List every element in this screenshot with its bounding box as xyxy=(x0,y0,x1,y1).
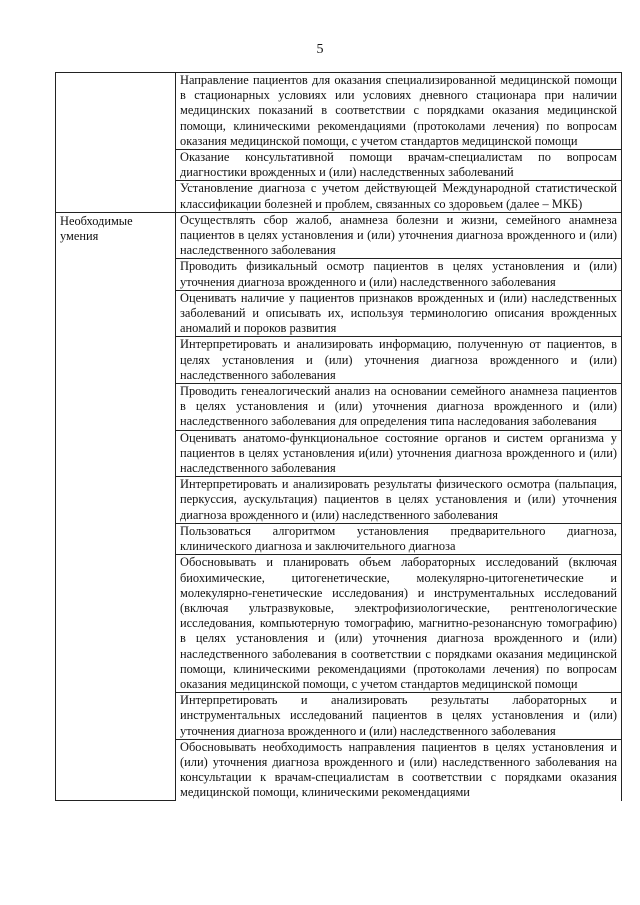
row-text-cell: Оказание консультативной помощи врачам-специалистам по вопросам диагностики врожденных и (или) наследственных заболеваний xyxy=(176,150,622,181)
row-text-cell: Установление диагноза с учетом действующей Международной статистической классификации болезней и проблем, связанных со здоровьем (далее – МКБ) xyxy=(176,181,622,212)
table-row xyxy=(56,73,622,150)
qualification-table xyxy=(55,72,622,801)
row-text-cell: Оценивать наличие у пациентов признаков врожденных и (или) наследственных заболеваний и описывать их, используя терминологию описания врожденных аномалий и пороков развития xyxy=(176,290,622,337)
row-text-cell: Оценивать анатомо-функциональное состояние органов и систем организма у пациентов в целях установления и(или) уточнения диагноза врожденного и (или) наследственного заболевания xyxy=(176,430,622,477)
row-text-cell: Направление пациентов для оказания специализированной медицинской помощи в стационарных условиях или условиях дневного стационара при наличии медицинских показаний в соответствии с порядками оказания медицинской помощи, клиническими рекомендациями (протоколами лечения) по вопросам оказания медицинской помощи, с учетом стандартов медицинской помощи xyxy=(176,73,622,150)
row-text-cell: Проводить генеалогический анализ на основании семейного анамнеза пациентов в целях установления и (или) уточнения диагноза врожденного и (или) наследственного заболевания для определения типа наследования заболевания xyxy=(176,384,622,431)
row-text-cell: Пользоваться алгоритмом установления предварительного диагноза, клинического диагноза и заключительного диагноза xyxy=(176,523,622,554)
table-row xyxy=(56,212,622,259)
row-text-cell: Проводить физикальный осмотр пациентов в целях установления и (или) уточнения диагноза врожденного и (или) наследственного заболевания xyxy=(176,259,622,290)
row-label-cell-skills: Необходимые умения xyxy=(56,212,176,800)
row-text-cell: Осуществлять сбор жалоб, анамнеза болезни и жизни, семейного анамнеза пациентов в целях установления и (или) уточнения диагноза врожденного и (или) наследственного заболевания xyxy=(176,212,622,259)
row-text-cell: Обосновывать и планировать объем лабораторных исследований (включая биохимические, цитогенетические, молекулярно-цитогенетические и молекулярно-генетические исследования) и инструментальных исследований (включая ультразвуковые, электрофизиологические, рентгенологические исследования, компьютерную томографию, магнитно-резонансную томографию) в целях установления и (или) уточнения диагноза врожденного и (или) наследственного заболевания в соответствии с порядками оказания медицинской помощи, клиническими рекомендациями (протоколами лечения) по вопросам оказания медицинской помощи, с учетом стандартов медицинской помощи xyxy=(176,555,622,693)
row-text-cell: Интерпретировать и анализировать информацию, полученную от пациентов, в целях установления и (или) уточнения диагноза врожденного и (или) наследственного заболевания xyxy=(176,337,622,384)
row-text-cell: Интерпретировать и анализировать результаты лабораторных и инструментальных исследований пациентов в целях установления и (или) уточнения диагноза врожденного и (или) наследственного заболевания xyxy=(176,693,622,740)
row-text-cell: Интерпретировать и анализировать результаты физического осмотра (пальпация, перкуссия, аускультация) пациентов в целях установления и (или) уточнения диагноза врожденного и (или) наследственного заболевания xyxy=(176,477,622,524)
page-number: 5 xyxy=(316,42,324,57)
row-label-cell xyxy=(56,73,176,213)
row-text-cell: Обосновывать необходимость направления пациентов в целях установления и (или) уточнения диагноза врожденного и (или) наследственного заболевания на консультации к врачам-специалистам в соответствии с порядками оказания медицинской помощи, клиническими рекомендациями xyxy=(176,739,622,800)
